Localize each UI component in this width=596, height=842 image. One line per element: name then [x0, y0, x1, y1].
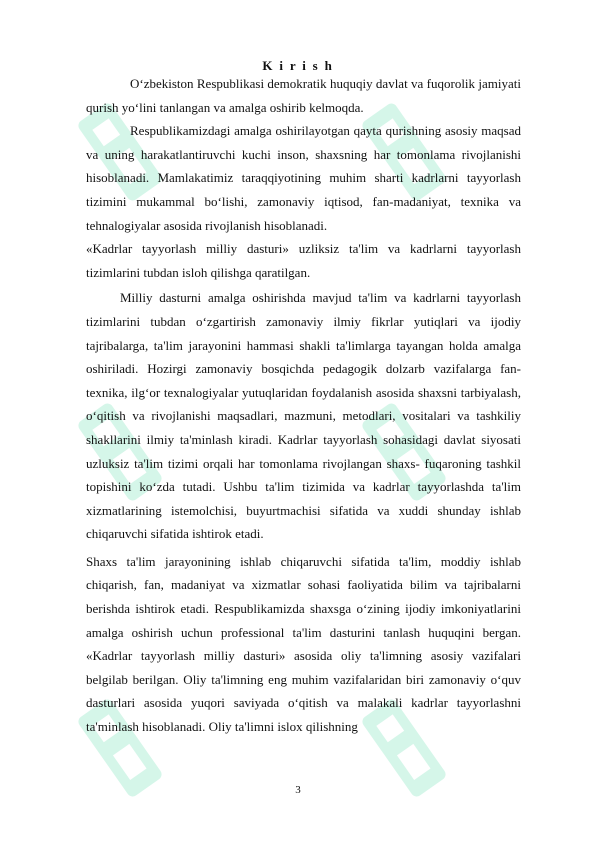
paragraph: «Kadrlar tayyorlash milliy dasturi» uzliksiz ta'lim va kadrlarni tayyorlash tizimlarini tubdan isloh qilishga qaratilgan.: [86, 241, 521, 280]
paragraph: Milliy dasturni amalga oshirishda mavjud ta'lim va kadrlarni tayyorlash tizimlarini tubdan o‘zgartirish zamonaviy ilmiy fikrlar yutiqlari va ijodiy tajribalarga, ta'lim jarayonini hammasi shakli ta'limlarga tayangan holda amalga oshiriladi. Hozirgi zamonaviy bosqichda pedagogik dolzarb vazifalarga fan-texnika, ilg‘or texnalogiyalar yutuqlaridan foydalanish asosida shaxsni tarbiyalash, o‘qitish va rivojlanishi maqsadlari, mazmuni, metodlari, vositalari va tashkiliy shakllarini ilmiy ta'minlash kiradi. Kadrlar tayyorlash sohasidagi davlat siyosati uzluksiz ta'lim tizimi orqali har tomonlama rivojlangan shaxs- fuqaroning tashkil topishini ko‘zda tutadi. Ushbu ta'lim tizimida va kadrlar tayyorlashda ta'lim xizmatlarining istemolchisi, buyurtmachisi sifatida va xuddi shunday ishlab chiqaruvchi sifatida ishtirok etadi.: [86, 290, 521, 542]
document-body: [86, 72, 521, 739]
paragraph: O‘zbekiston Respublikasi demokratik huquqiy davlat va fuqorolik jamiyati qurish yo‘lini tanlangan va amalga oshirib kelmoqda.: [86, 76, 521, 115]
page-number: 3: [295, 784, 301, 796]
page-title: K i r i s h: [262, 58, 334, 73]
paragraph: Respublikamizdagi amalga oshirilayotgan qayta qurishning asosiy maqsad va uning harakatlantiruvchi kuchi inson, shaxsning har tomonlama rivojlanishi hisoblanadi. Mamlakatimiz taraqqiyotining muhim sharti kadrlarni tayyorlash tizimini mukammal bo‘lishi, zamonaviy iqtisod, fan-madaniyat, texnika va tehnalogiyalar asosida rivojlanish hisoblanadi.: [86, 123, 521, 233]
paragraph: Shaxs ta'lim jarayonining ishlab chiqaruvchi sifatida ta'lim, moddiy ishlab chiqarish, fan, madaniyat va xizmatlar sohasi faoliyatida bilim va tajribalarni berishda ishtirok etadi. Respublikamizda shaxsga o‘zining ijodiy imkoniyatlarini amalga oshirish uchun professional ta'lim dasturini tanlash huquqini bergan. «Kadrlar tayyorlash milliy dasturi» asosida oliy ta'limning asosiy vazifalari belgilab berilgan. Oliy ta'limning eng muhim vazifalaridan biri zamonaviy o‘quv dasturlari asosida yuqori saviyada o‘qitish va malakali kadrlar tayyorlashni ta'minlash hisoblanadi. Oliy ta'limni islox qilishning: [86, 553, 521, 735]
